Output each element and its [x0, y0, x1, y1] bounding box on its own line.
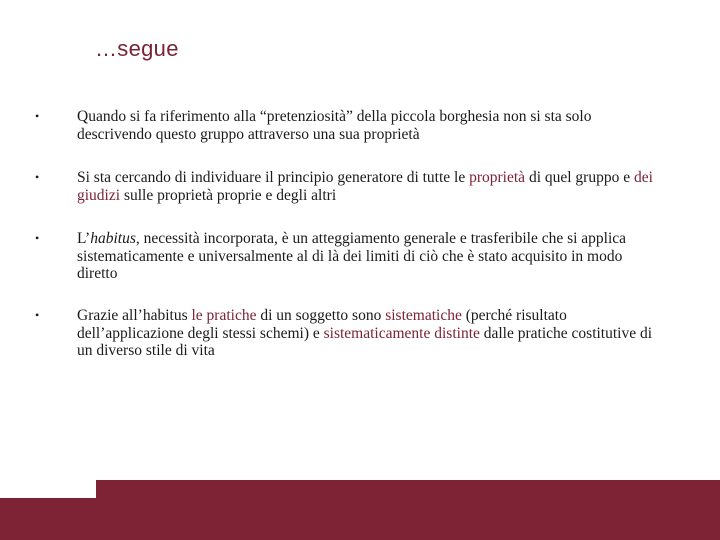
bullet-item [35, 307, 665, 360]
bullet-marker: • [35, 170, 40, 184]
bullet-text: , necessità incorporata, è un atteggiamento generale e trasferibile che si applica sistematicamente e universalmente al di là dei limiti di ciò che è stato acquisito in modo diretto [77, 230, 627, 282]
bullet-item [35, 108, 665, 143]
bullet-text: Grazie all’habitus [77, 307, 192, 324]
bullet-text: sulle proprietà proprie e degli altri [120, 186, 337, 204]
bullet-text: Quando si fa riferimento alla “pretenziosità” della piccola borghesia non si sta solo descrivendo questo gruppo attraverso una sua proprietà [77, 108, 592, 143]
bullet-item [35, 230, 665, 283]
highlight-text: sistematicamente distinte [323, 324, 480, 342]
bullet-text: dalle pratiche costitutive di un diverso stile di vita [77, 324, 653, 359]
bullet-marker: • [35, 109, 40, 123]
highlight-text: dei giudizi [77, 169, 653, 204]
slide-title: …segue [95, 36, 179, 61]
bullet-marker: • [35, 308, 40, 322]
bullet-text: di un soggetto sono [256, 307, 386, 324]
italic-term: habitus [90, 230, 136, 247]
bullet-text: L’ [77, 230, 91, 247]
footer-bar [0, 480, 720, 540]
bullet-text: di quel gruppo e [525, 169, 634, 186]
bullet-item [35, 169, 665, 204]
highlight-text: proprietà [469, 169, 526, 186]
highlight-text: le pratiche [191, 307, 257, 324]
bullet-text: Si sta cercando di individuare il principio generatore di tutte le [77, 169, 470, 186]
highlight-text: sistematiche [385, 307, 462, 324]
bullet-text: (perché risultato dell’applicazione degli stessi schemi) e [77, 307, 567, 342]
bullet-marker: • [35, 231, 40, 245]
footer-notch [0, 480, 96, 498]
